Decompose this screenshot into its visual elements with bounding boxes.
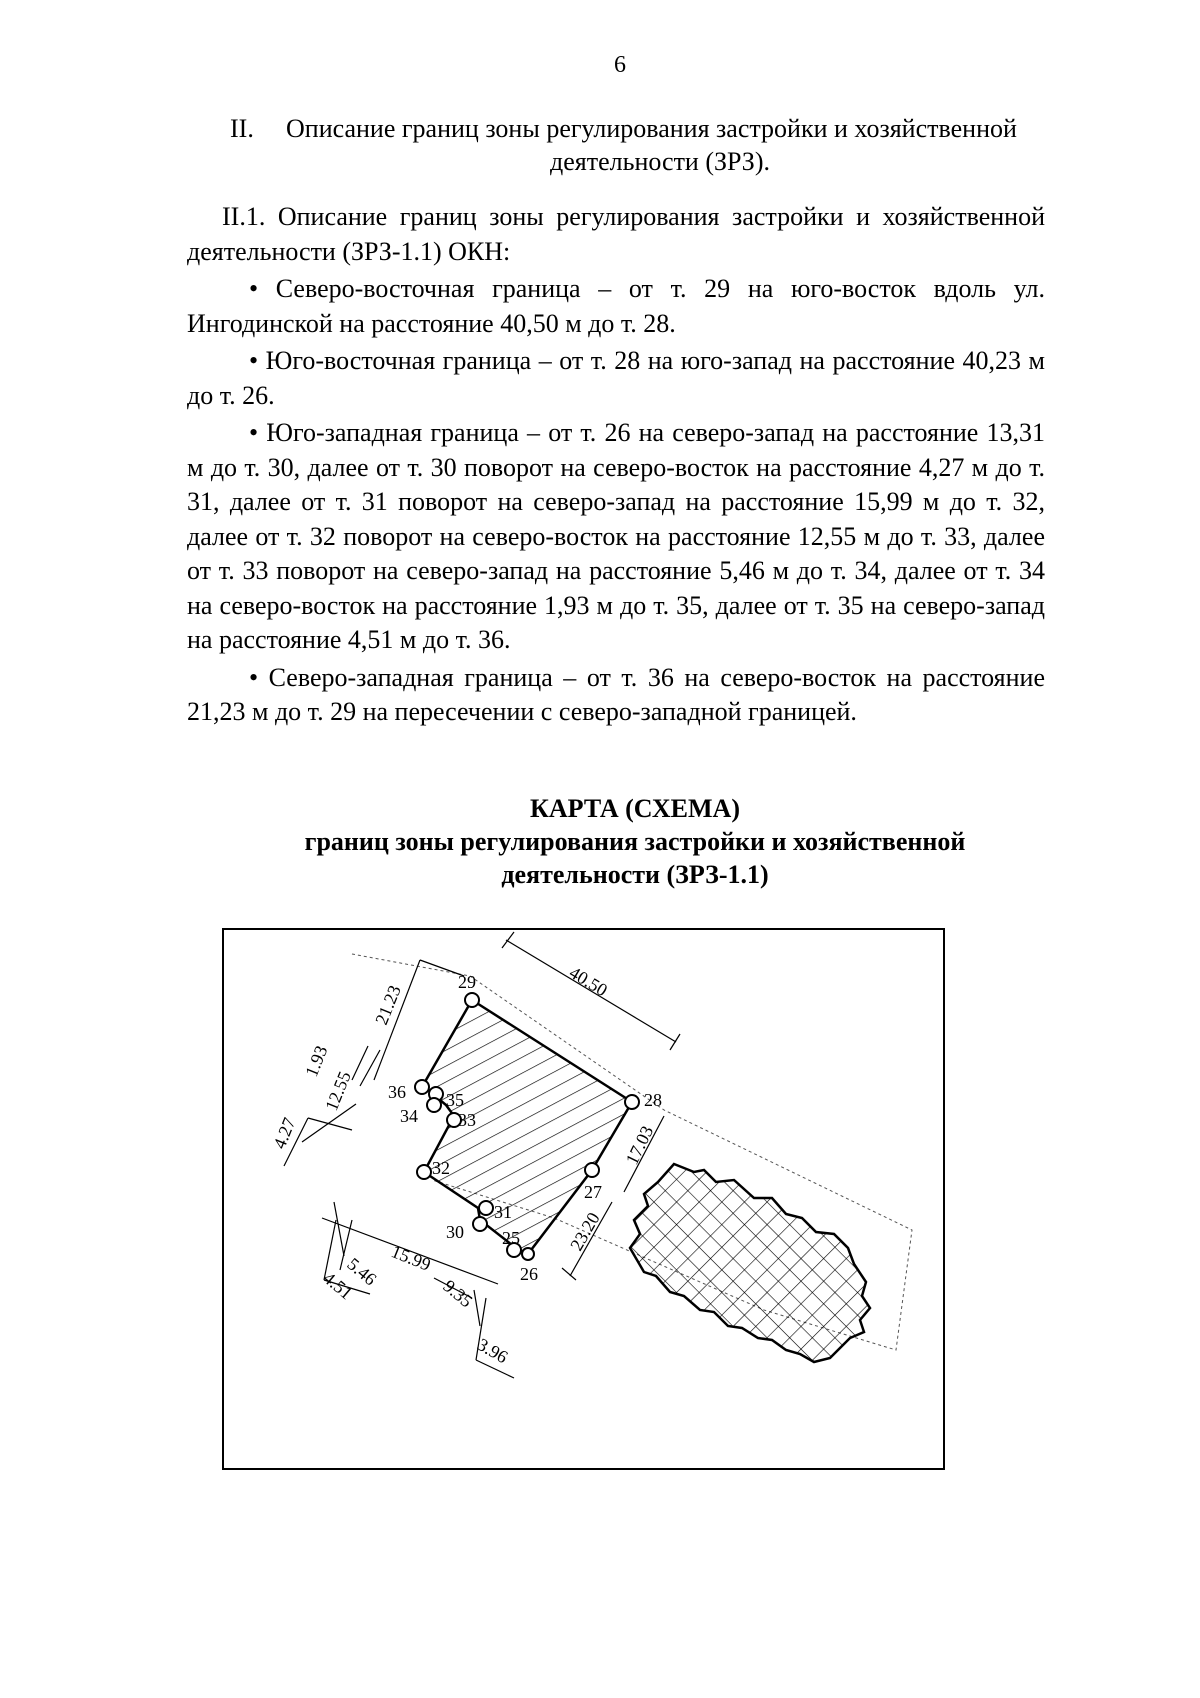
- dimension-label-3-96: 3.96: [474, 1334, 512, 1368]
- paragraph-northwest: • Северо-западная граница – от т. 36 на северо-восток на расстояние 21,23 м до т. 29 на пересечении с северо-западной границей.: [187, 662, 1045, 726]
- dimension-label-9-35: 9.35: [439, 1275, 477, 1312]
- point-label-34: 34: [400, 1106, 418, 1126]
- section-number: II.: [230, 114, 254, 143]
- point-label-27: 27: [584, 1182, 602, 1202]
- point-label-32: 32: [432, 1158, 450, 1178]
- dimension-label-23-20: 23.20: [566, 1208, 604, 1254]
- dimension-label-5-46: 5.46: [343, 1253, 381, 1290]
- point-label-26: 26: [520, 1264, 538, 1284]
- point-label-35: 35: [446, 1090, 464, 1110]
- paragraph-southeast: • Юго-восточная граница – от т. 28 на юго-запад на расстояние 40,23 м до т. 26.: [187, 346, 1045, 410]
- dimension-label-17-03: 17.03: [621, 1122, 658, 1168]
- point-label-36: 36: [388, 1082, 406, 1102]
- boundary-description: [187, 200, 1045, 733]
- point-label-28: 28: [644, 1090, 662, 1110]
- section-title-line2: деятельности (ЗРЗ).: [550, 147, 770, 176]
- point-label-25: 25: [502, 1228, 520, 1248]
- map-title: [240, 792, 1030, 891]
- point-label-31: 31: [494, 1202, 512, 1222]
- paragraph-southwest: • Юго-западная граница – от т. 26 на северо-запад на расстояние 13,31 м до т. 30, далее от т. 30 поворот на северо-восток на расстояние 4,27 м до т. 31, далее от т. 31 поворот на северо-запад на расстояние 15,99 м до т. 32, далее от т. 32 поворот на северо-восток на расстояние 12,55 м до т. 33, далее от т. 33 поворот на северо-запад на расстояние 5,46 м до т. 34, далее от т. 34 на северо-восток на расстояние 1,93 м до т. 35, далее от т. 35 на северо-запад на расстояние 4,51 м до т. 36.: [187, 418, 1045, 654]
- dimension-label-40-50: 40.50: [565, 962, 611, 1001]
- map-frame: [222, 928, 945, 1470]
- section-title-line1: Описание границ зоны регулирования застройки и хозяйственной: [286, 114, 1017, 143]
- dimension-label-15-99: 15.99: [388, 1241, 434, 1275]
- page-number: 6: [614, 52, 626, 78]
- map-title-line1: КАРТА (СХЕМА): [529, 794, 740, 823]
- dimension-label-4-27: 4.27: [269, 1114, 300, 1152]
- building-polygon: [630, 1164, 870, 1362]
- dimension-label-21-23: 21.23: [371, 982, 405, 1028]
- dimension-label-4-51: 4.51: [319, 1267, 357, 1304]
- map-title-line2: границ зоны регулирования застройки и хозяйственной: [304, 827, 966, 856]
- paragraph-intro: II.1. Описание границ зоны регулирования застройки и хозяйственной деятельности (ЗРЗ-1.1) ОКН:: [187, 202, 1045, 266]
- point-label-30: 30: [446, 1222, 464, 1242]
- dimension-label-1-93: 1.93: [301, 1042, 332, 1080]
- dimension-label-12-55: 12.55: [321, 1068, 355, 1114]
- boundary-map: [224, 930, 947, 1472]
- paragraph-northeast: • Северо-восточная граница – от т. 29 на юго-восток вдоль ул. Ингодинской на расстояние 40,50 м до т. 28.: [187, 274, 1045, 338]
- point-label-29: 29: [458, 972, 476, 992]
- map-title-line3: деятельности (ЗРЗ-1.1): [501, 860, 769, 889]
- point-label-33: 33: [458, 1110, 476, 1130]
